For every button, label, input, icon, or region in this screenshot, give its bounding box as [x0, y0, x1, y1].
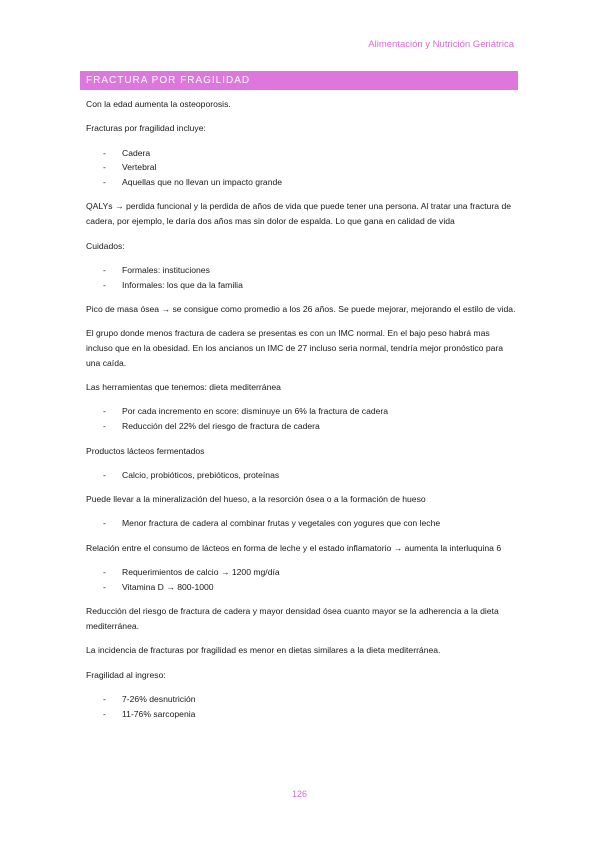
list-item-text: Informales: los que da la familia: [122, 279, 243, 290]
list-item-text: Requerimientos de calcio → 1200 mg/día: [122, 567, 280, 578]
bullet-dash: -: [103, 581, 106, 592]
bullet-list: [86, 146, 516, 190]
paragraph: Con la edad aumenta la osteoporosis.: [86, 99, 231, 109]
paragraph: Relación entre el consumo de lácteos en forma de leche y el estado inflamatorio → aumenta la interluquina 6: [86, 542, 502, 553]
list-item-text: Vitamina D → 800-1000: [122, 581, 214, 592]
paragraph: Fragilidad al ingreso:: [86, 669, 166, 680]
list-item-text: Menor fractura de cadera al combinar frutas y vegetales con yogures que con leche: [122, 518, 441, 529]
bullet-dash: -: [103, 469, 106, 480]
paragraph: Las herramientas que tenemos: dieta mediterránea: [86, 382, 281, 393]
list-item-text: Por cada incremento en score: disminuye un 6% la fractura de cadera: [122, 406, 389, 417]
bullet-dash: -: [103, 693, 106, 704]
list-item: [86, 263, 516, 278]
paragraph: La incidencia de fracturas por fragilidad es menor en dietas similares a la dieta mediterránea.: [86, 645, 441, 656]
list-item-text: Calcio, probióticos, prebióticos, proteínas: [122, 469, 280, 480]
list-item: [86, 278, 516, 293]
bullet-dash: -: [103, 518, 106, 529]
bullet-list: [86, 404, 516, 434]
paragraph: El grupo donde menos fractura de cadera se presentas es con un IMC normal. En el bajo peso habrá mas incluso que en la obesidad. En los ancianos un IMC de 27 incluso seria normal, tendría mejor pronóstico para una caída.: [86, 328, 504, 368]
bullet-list: [86, 516, 516, 531]
paragraph: QALYs → perdida funcional y la perdida de años de vida que puede tener una persona. Al tratar una fractura de cadera, por ejemplo, le daría dos años mas sin dolor de espalda. Lo que gana en calidad de vida: [86, 201, 512, 227]
bullet-dash: -: [103, 147, 106, 158]
section-title-banner: FRACTURA POR FRAGILIDAD: [80, 71, 518, 90]
bullet-dash: -: [103, 708, 106, 719]
list-item-text: Vertebral: [122, 162, 157, 173]
paragraph: Fracturas por fragilidad incluye:: [86, 123, 206, 134]
running-header: Alimentación y Nutrición Geriátrica: [368, 39, 514, 50]
bullet-list: [86, 692, 516, 722]
paragraph: Productos lácteos fermentados: [86, 445, 205, 456]
bullet-dash: -: [103, 162, 106, 173]
paragraph: Pico de masa ósea → se consigue como promedio a los 26 años. Se puede mejorar, mejorando el estilo de vida.: [86, 303, 516, 314]
list-item-text: 7-26% desnutrición: [122, 693, 196, 704]
bullet-list: [86, 263, 516, 293]
bullet-dash: -: [103, 264, 106, 275]
paragraph: Puede llevar a la mineralización del hueso, a la resorción ósea o a la formación de hueso: [86, 494, 426, 505]
bullet-dash: -: [103, 567, 106, 578]
list-item: [86, 580, 516, 595]
list-item: [86, 160, 516, 175]
bullet-dash: -: [103, 279, 106, 290]
list-item: [86, 146, 516, 161]
page-number: 126: [291, 789, 308, 799]
list-item: [86, 565, 516, 580]
bullet-list: [86, 565, 516, 595]
list-item-text: Formales: instituciones: [122, 264, 210, 275]
bullet-dash: -: [103, 406, 106, 417]
list-item-text: Cadera: [122, 147, 151, 158]
list-item: [86, 707, 516, 722]
list-item: [86, 419, 516, 434]
paragraph: Reducción del riesgo de fractura de cadera y mayor densidad ósea cuanto mayor se la adherencia a la dieta mediterránea.: [86, 606, 499, 631]
list-item: [86, 692, 516, 707]
document-body: [86, 97, 516, 731]
bullet-list: [86, 468, 516, 483]
list-item-text: Aquellas que no llevan un impacto grande: [122, 177, 283, 188]
list-item-text: Reducción del 22% del riesgo de fractura de cadera: [122, 421, 320, 432]
bullet-dash: -: [103, 421, 106, 432]
list-item: [86, 516, 516, 531]
list-item-text: 11-76% sarcopenia: [122, 708, 196, 719]
list-item: [86, 404, 516, 419]
bullet-dash: -: [103, 177, 106, 188]
paragraph: Cuidados:: [86, 240, 125, 251]
list-item: [86, 468, 516, 483]
list-item: [86, 175, 516, 190]
